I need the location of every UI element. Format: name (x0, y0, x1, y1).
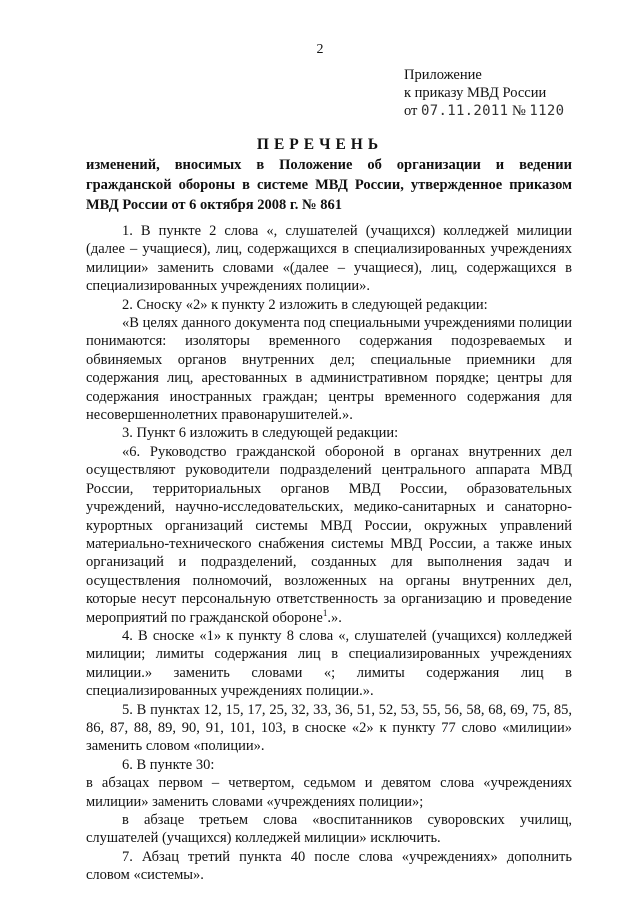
appendix-label: Приложение (404, 67, 482, 83)
appendix-number: 1120 (529, 103, 565, 119)
document-body (86, 222, 572, 885)
paragraph-3-quote (86, 443, 572, 627)
appendix-date-line (404, 102, 564, 120)
paragraph-6-item-1: в абзацах первом – четвертом, седьмом и девятом слова «учреждениях милиции» заменить словами «учреждениях полиции»; (86, 775, 572, 810)
appendix-date: 07.11.2011 (421, 103, 509, 119)
paragraph-3-quote-text: «6. Руководство гражданской обороной в органах внутренних дел осуществляют руководители подразделений центрального аппарата МВД России, территориальных органов МВД России, образовательных учреждений, научно-исследовательских, медико-санитарных и санаторно-курортных организаций системы МВД России, окружных управлений материально-технического снабжения системы МВД России, а также иных организаций и подразделений, созданных для выполнения задач и осуществления полномочий, возложенных на органы внутренних дел, которые несут персональную ответственность за организацию и проведение мероприятий по гражданской обороне (86, 443, 572, 626)
appendix-prefix: от (404, 103, 422, 119)
page-number: 2 (316, 42, 324, 57)
paragraph-2: 2. Сноску «2» к пункту 2 изложить в следующей редакции: (122, 296, 488, 313)
document-subtitle: изменений, вносимых в Положение об организации и ведении гражданской обороны в системе МВД России, утвержденное приказом МВД России от 6 октября 2008 г. № 861 (86, 157, 572, 213)
paragraph-5: 5. В пунктах 12, 15, 17, 25, 32, 33, 36, 51, 52, 53, 55, 56, 58, 68, 69, 75, 85, 86, 87, 88, 89, 90, 91, 101, 103, в сноске «2» к пункту 77 слово «милиции» заменить словом «полиции». (86, 701, 572, 755)
paragraph-3-quote-end: .». (327, 609, 342, 626)
paragraph-7: 7. Абзац третий пункта 40 после слова «учреждениях» дополнить словом «системы». (86, 848, 572, 884)
appendix-block (404, 66, 564, 120)
paragraph-6: 6. В пункте 30: (122, 756, 215, 773)
document-title: ПЕРЕЧЕНЬ (256, 136, 384, 153)
paragraph-3: 3. Пункт 6 изложить в следующей редакции: (122, 425, 399, 442)
footnote-mark: 1 (322, 607, 328, 618)
appendix-number-sign: № (508, 103, 530, 119)
appendix-order-ref: к приказу МВД России (404, 85, 547, 101)
paragraph-1: 1. В пункте 2 слова «, слушателей (учащихся) колледжей милиции (далее – учащиеся), лиц, содержащихся в специализированных учреждениях милиции» заменить словами «(далее – учащиеся), лиц, содержащихся в специализированных учреждениях полиции». (86, 223, 572, 295)
paragraph-4: 4. В сноске «1» к пункту 8 слова «, слушателей (учащихся) колледжей милиции; лимиты содержания лиц в специализированных учреждениях милиции.» заменить словами «; лимиты содержания лиц в специализированных учреждениях полиции.». (86, 627, 572, 700)
paragraph-2-quote: «В целях данного документа под специальными учреждениями полиции понимаются: изоляторы временного содержания подозреваемых и обвиняемых органов внутренних дел; специальные приемники для содержания лиц, арестованных в административном порядке; центры для содержания иностранных граждан; центры временного содержания для несовершеннолетних правонарушителей.». (86, 315, 572, 424)
paragraph-6-item-2: в абзаце третьем слова «воспитанников суворовских училищ, слушателей (учащихся) колледжей милиции» исключить. (86, 812, 572, 847)
